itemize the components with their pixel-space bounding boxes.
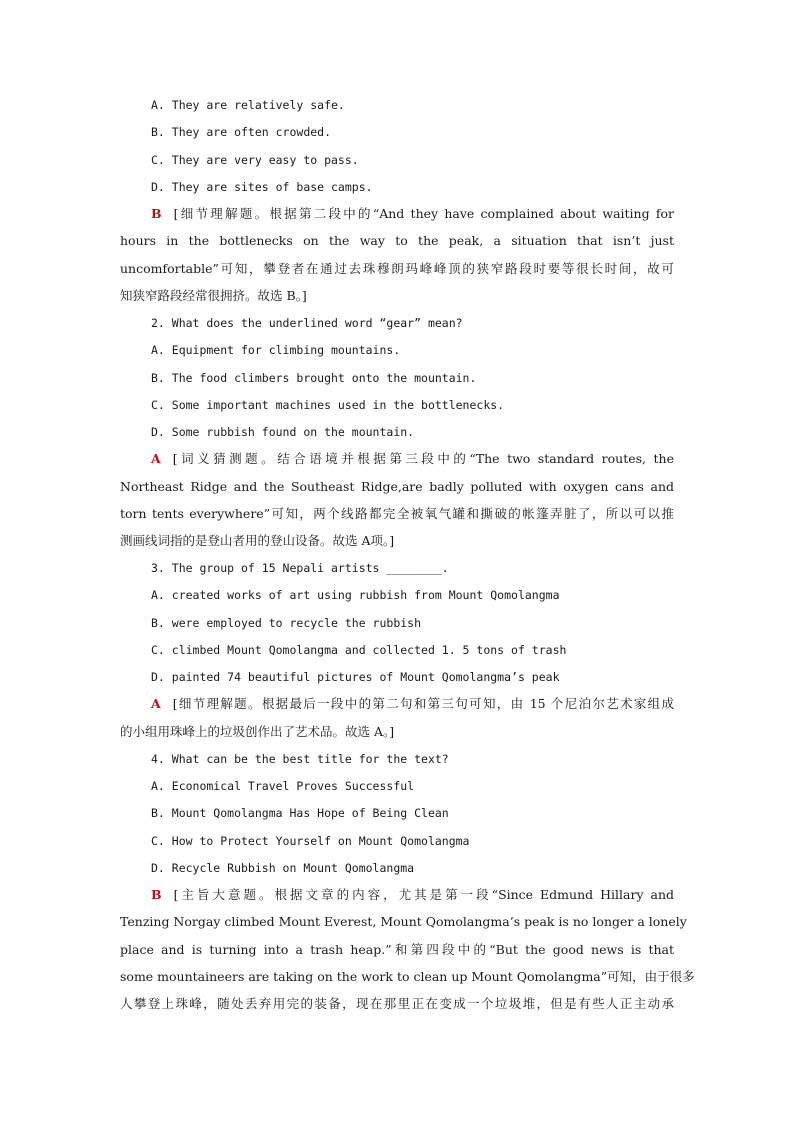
q2-option-d: D. Some rubbish found on the mountain.	[151, 425, 415, 439]
q4-explanation-line-3: place and is turning into a trash heap.”和第四段中的“But the good news is that	[120, 942, 674, 957]
q4-answer: B	[151, 887, 162, 902]
q2-option-c: C. Some important machines used in the bottlenecks.	[151, 398, 505, 412]
q1-option-b: B. They are often crowded.	[151, 125, 332, 139]
q4-explanation-line-5: 人攀登上珠峰，随处丢弃用完的装备，现在那里正在变成一个垃圾堆，但是有些人正主动承	[120, 996, 674, 1011]
q1-explanation-line-2: hours in the bottlenecks on the way to the peak, a situation that isn’t just	[120, 233, 674, 248]
q3-option-c: C. climbed Mount Qomolangma and collected 1. 5 tons of trash	[151, 643, 567, 657]
q2-question: 2. What does the underlined word “gear” mean?	[151, 316, 463, 330]
q4-explanation-line-2: Tenzing Norgay climbed Mount Everest, Mount Qomolangma’s peak is no longer a lonely	[120, 914, 687, 929]
q1-answer: B	[151, 206, 162, 221]
q1-option-d: D. They are sites of base camps.	[151, 180, 373, 194]
q2-option-b: B. The food climbers brought onto the mountain.	[151, 371, 477, 385]
q4-option-b: B. Mount Qomolangma Has Hope of Being Clean	[151, 806, 449, 820]
q1-explanation-line-3: uncomfortable”可知，攀登者在通过去珠穆朗玛峰峰顶的狭窄路段时要等很长时间，故可	[120, 261, 674, 276]
q1-explanation-line-4: 知狭窄路段经常很拥挤。故选 B。]	[120, 288, 307, 303]
q4-explanation-line-1: B [主旨大意题。根据文章的内容，尤其是第一段“Since Edmund Hillary and	[151, 887, 674, 902]
q1-option-a: A. They are relatively safe.	[151, 98, 345, 112]
q3-question: 3. The group of 15 Nepali artists ________.	[151, 561, 449, 575]
q3-option-d: D. painted 74 beautiful pictures of Mount Qomolangma’s peak	[151, 670, 560, 684]
q2-explanation-line-1: A [词义猜测题。结合语境并根据第三段中的“The two standard routes, the	[151, 451, 674, 466]
q4-option-c: C. How to Protect Yourself on Mount Qomolangma	[151, 834, 470, 848]
q2-explanation-line-4: 测画线词指的是登山者用的登山设备。故选 A项。]	[120, 533, 395, 548]
q1-explanation-line-1: B [细节理解题。根据第二段中的“And they have complained about waiting for	[151, 206, 674, 221]
q2-explanation-line-3: torn tents everywhere”可知，两个线路都完全被氧气罐和撕破的帐篷弄脏了，所以可以推	[120, 506, 674, 521]
q3-explanation-line-2: 的小组用珠峰上的垃圾创作出了艺术品。故选 A。]	[120, 724, 395, 739]
q1-option-c: C. They are very easy to pass.	[151, 153, 359, 167]
q2-answer: A	[151, 451, 161, 466]
q4-option-a: A. Economical Travel Proves Successful	[151, 779, 415, 793]
q3-option-b: B. were employed to recycle the rubbish	[151, 616, 422, 630]
q4-option-d: D. Recycle Rubbish on Mount Qomolangma	[151, 861, 415, 875]
q2-option-a: A. Equipment for climbing mountains.	[151, 343, 401, 357]
q2-explanation-line-2: Northeast Ridge and the Southeast Ridge,are badly polluted with oxygen cans and	[120, 479, 674, 494]
q4-question: 4. What can be the best title for the text?	[151, 752, 449, 766]
q3-answer: A	[151, 696, 161, 711]
q3-explanation-line-1: A [细节理解题。根据最后一段中的第二句和第三句可知，由 15 个尼泊尔艺术家组成	[151, 696, 674, 711]
q4-explanation-line-4: some mountaineers are taking on the work to clean up Mount Qomolangma”可知，由于很多	[120, 969, 695, 984]
q3-option-a: A. created works of art using rubbish from Mount Qomolangma	[151, 588, 560, 602]
